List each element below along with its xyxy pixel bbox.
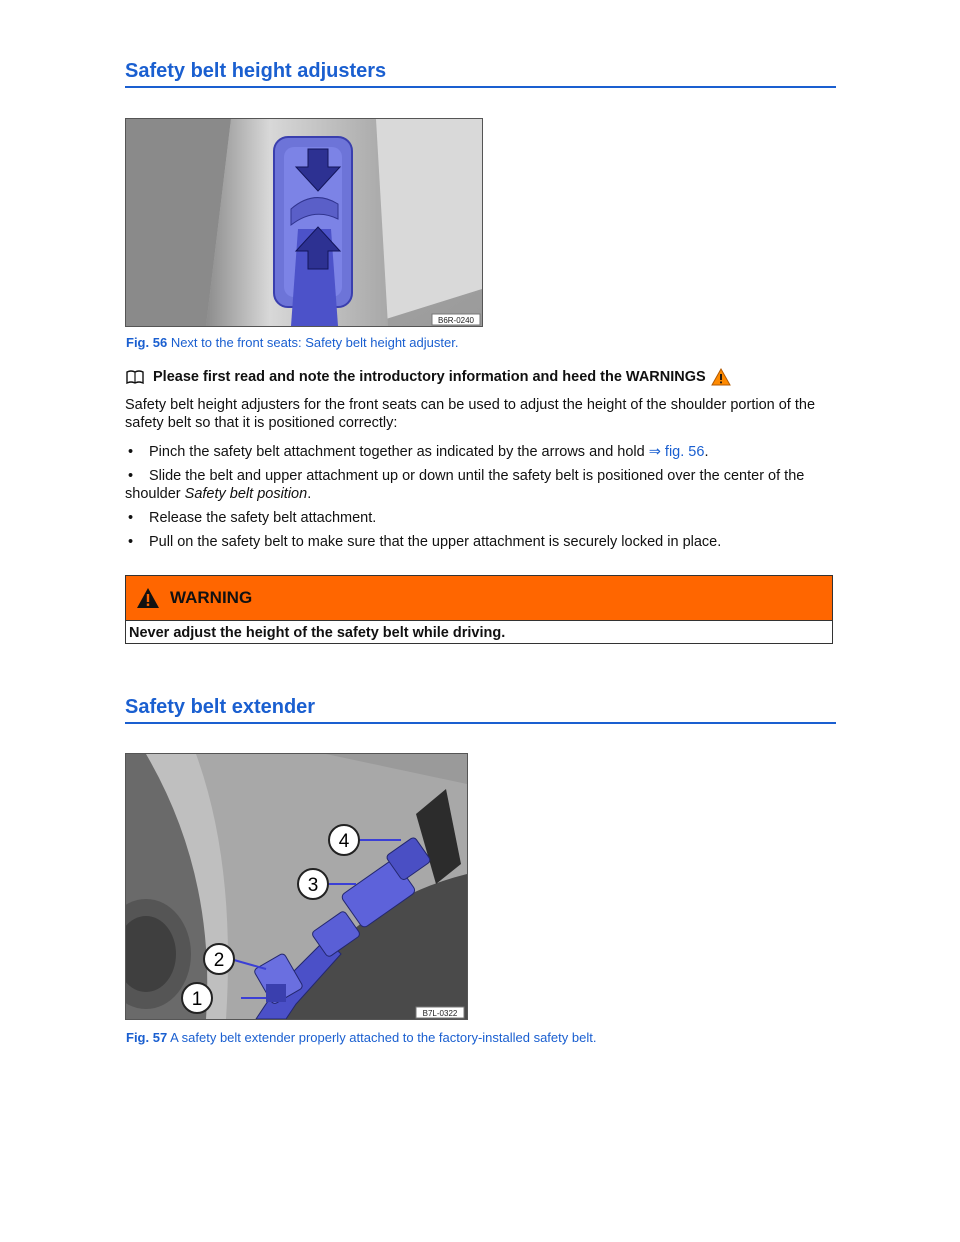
figure-56-link[interactable]: ⇒ fig. 56	[648, 444, 705, 460]
caption-label: Fig. 57	[126, 1030, 168, 1045]
list-item-tail: .	[307, 486, 312, 502]
figure-code-label: B7L-0322	[422, 1009, 458, 1018]
warning-triangle-icon[interactable]	[711, 368, 731, 386]
body-paragraph: Safety belt height adjusters for the front seats can be used to adjust the height of the shoulder portion of the safety belt so that it is positioned correctly:	[125, 397, 816, 431]
warning-text: Never adjust the height of the safety belt while driving.	[129, 625, 506, 641]
warning-box	[125, 575, 833, 644]
bullet-symbol: •	[128, 444, 134, 460]
caption-text: A safety belt extender properly attached to the factory-installed safety belt.	[170, 1030, 597, 1045]
section-title-belt-extender: Safety belt extender	[125, 696, 836, 724]
book-icon	[126, 370, 144, 384]
instruction-list	[125, 443, 837, 557]
warning-icon	[136, 587, 160, 609]
list-item	[125, 443, 837, 461]
list-item-tail: .	[704, 444, 709, 460]
callout-3	[298, 869, 328, 899]
intro-text: Please first read and note the introductory information and heed the WARNINGS	[153, 369, 706, 385]
list-item-text: Slide the belt and upper attachment up or down until the safety belt is positioned over the center of the shoulder	[125, 468, 805, 502]
callout-2-label: 2	[213, 950, 225, 971]
list-item-text: Release the safety belt attachment.	[149, 510, 377, 526]
caption-label: Fig. 56	[126, 335, 168, 350]
list-item	[125, 509, 837, 527]
figure-56-height-adjuster	[125, 118, 483, 327]
list-item-text: Pinch the safety belt attachment together as indicated by the arrows and hold	[149, 444, 649, 460]
bullet-symbol: •	[128, 468, 134, 484]
bullet-symbol: •	[128, 510, 134, 526]
figure-57-caption	[126, 1030, 596, 1045]
callout-4-label: 4	[338, 831, 350, 852]
list-item	[125, 533, 837, 551]
callout-4	[329, 825, 359, 855]
callout-2	[204, 944, 234, 974]
caption-text: Next to the front seats: Safety belt height adjuster.	[170, 335, 459, 350]
figure-57-belt-extender	[125, 753, 468, 1020]
callout-1-label: 1	[191, 989, 203, 1010]
figure-56-caption	[126, 335, 458, 350]
bullet-symbol: •	[128, 534, 134, 550]
figure-code-label: B6R-0240	[437, 316, 475, 325]
section-title-height-adjusters: Safety belt height adjusters	[125, 60, 836, 88]
callout-3-label: 3	[307, 875, 319, 896]
list-item-text: Pull on the safety belt to make sure that the upper attachment is securely locked in place.	[149, 534, 722, 550]
safety-belt-position-ref[interactable]: Safety belt position	[184, 486, 308, 502]
warning-header	[126, 576, 832, 621]
callout-1	[182, 983, 212, 1013]
warning-title: WARNING	[170, 588, 253, 607]
list-item	[125, 467, 837, 503]
intro-note	[126, 368, 731, 386]
